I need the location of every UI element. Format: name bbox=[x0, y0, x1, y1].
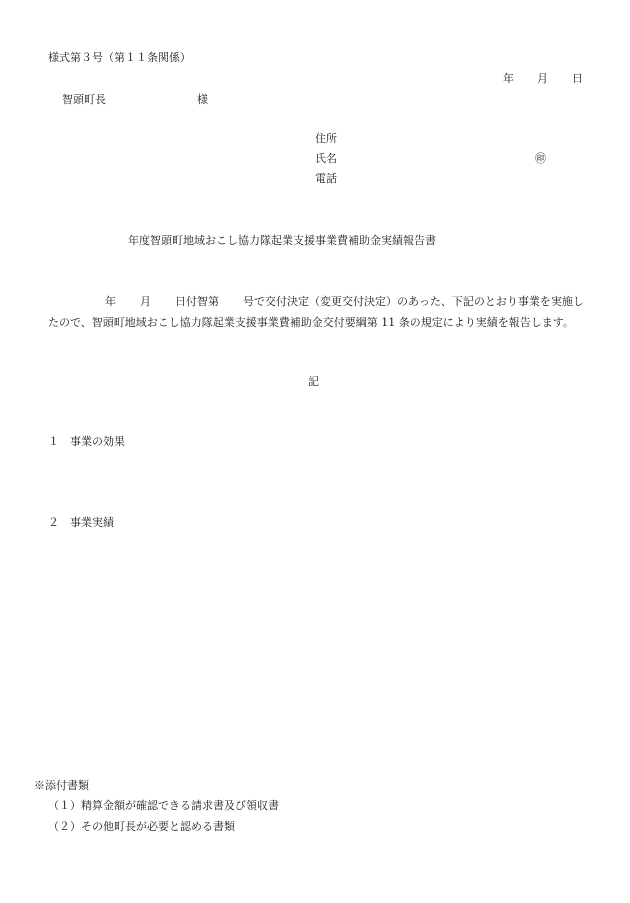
date-day-label: 日 bbox=[572, 72, 583, 85]
section-1-number: １ bbox=[48, 435, 59, 448]
body-paragraph bbox=[48, 291, 588, 333]
attachments-heading: ※添付書類 bbox=[34, 779, 89, 792]
body-month: 月 bbox=[140, 295, 151, 308]
section-2-number: ２ bbox=[48, 516, 59, 529]
date-year-label: 年 bbox=[503, 72, 514, 85]
attachment-item-2: （２）その他町長が必要と認める書類 bbox=[48, 820, 235, 833]
body-text: 号で交付決定（変更交付決定）のあった、下記のとおり事業を実施したので、智頭町地域おこし協力隊起業支援事業費補助金交付要綱第 11 条の規定により実績を報告します。 bbox=[48, 295, 584, 329]
seal-mark: ㊞ bbox=[535, 152, 546, 165]
addressee-honorific: 様 bbox=[197, 93, 208, 106]
phone-label: 電話 bbox=[315, 172, 337, 185]
ki-heading: 記 bbox=[308, 375, 319, 388]
form-number: 様式第３号（第１１条関係） bbox=[48, 51, 191, 64]
body-year: 年 bbox=[105, 295, 116, 308]
address-label: 住所 bbox=[315, 132, 337, 145]
name-label: 氏名 bbox=[315, 152, 337, 165]
section-1-label: 事業の効果 bbox=[70, 435, 125, 448]
section-2-label: 事業実績 bbox=[70, 516, 114, 529]
attachment-item-1: （１）精算金額が確認できる請求書及び領収書 bbox=[48, 799, 279, 812]
date-month-label: 月 bbox=[537, 72, 548, 85]
addressee-name: 智頭町長 bbox=[62, 93, 106, 106]
document-title: 年度智頭町地域おこし協力隊起業支援事業費補助金実績報告書 bbox=[128, 234, 436, 247]
body-day-prefix: 日付智第 bbox=[175, 295, 219, 308]
